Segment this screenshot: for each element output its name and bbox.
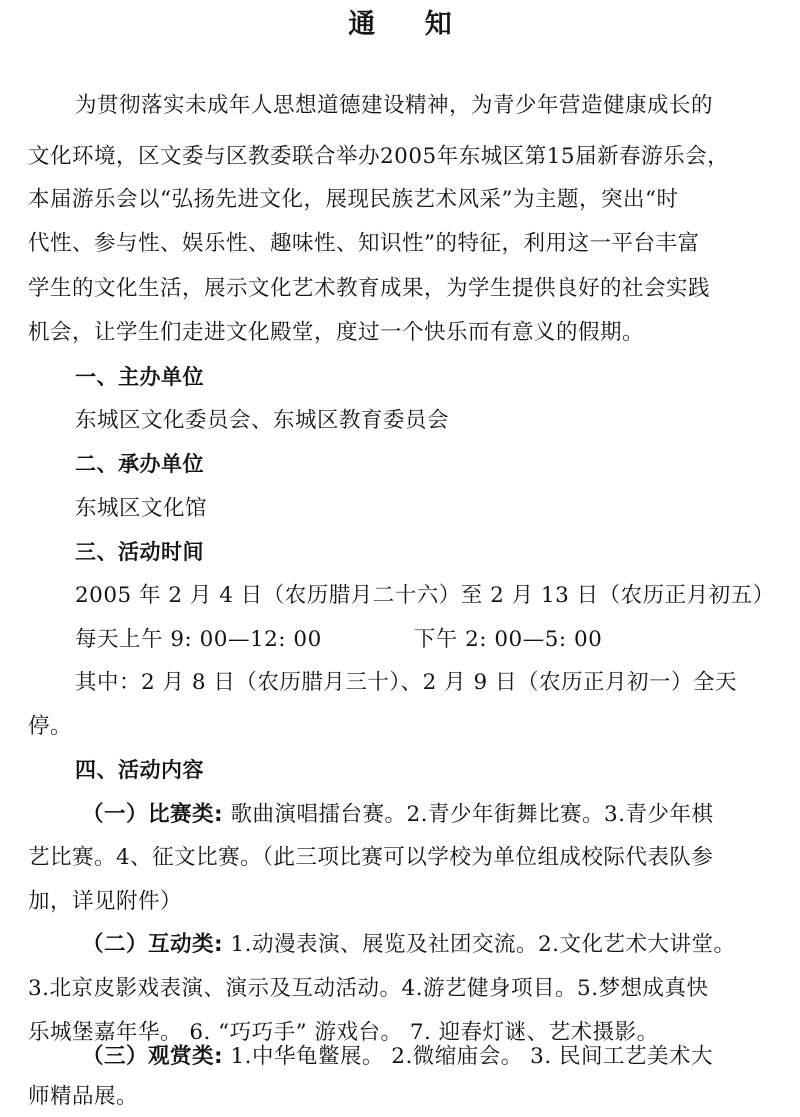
intro-line: 机会，让学生们走进文化殿堂，度过一个快乐而有意义的假期。	[28, 320, 645, 345]
viewing-line	[82, 1042, 713, 1072]
competition-lead: （一）比赛类:	[82, 802, 224, 827]
intro-line: 文化环境，区文委与区教委联合举办2005年东城区第15届新春游乐会，	[28, 144, 730, 169]
daily-hours	[75, 625, 602, 655]
section-heading-content: 四、活动内容	[75, 758, 204, 782]
closed-days-continued: 停。	[28, 714, 73, 739]
section-heading-time: 三、活动时间	[75, 540, 204, 564]
morning-hours: 每天上午 9: 00—12: 00	[75, 627, 322, 652]
intro-line: 代性、参与性、娱乐性、趣味性、知识性”的特征，利用这一平台丰富	[28, 231, 700, 256]
section-heading-organizer: 一、主办单位	[75, 365, 204, 389]
page-title: 通 知	[348, 9, 472, 40]
intro-line: 本届游乐会以“弘扬先进文化，展现民族艺术风采”为主题，突出“时	[28, 187, 679, 212]
interactive-line: 乐城堡嘉年华。 6. “巧巧手” 游戏台。 7. 迎春灯谜、艺术摄影。	[28, 1020, 659, 1045]
interactive-lead: （二）互动类:	[82, 932, 224, 957]
competition-line: 加，详见附件）	[28, 889, 183, 914]
competition-line: 艺比赛。4、征文比赛。（此三项比赛可以学校为单位组成校际代表队参	[28, 845, 714, 870]
viewing-text: 1.中华龟鳖展。 2.微缩庙会。 3. 民间工艺美术大	[223, 1044, 713, 1069]
section-heading-undertaker: 二、承办单位	[75, 452, 204, 476]
viewing-line: 师精品展。	[28, 1084, 139, 1109]
intro-line: 学生的文化生活，展示文化艺术教育成果，为学生提供良好的社会实践	[28, 276, 711, 301]
afternoon-hours: 下午 2: 00—5: 00	[413, 627, 603, 652]
viewing-lead: （三）观赏类:	[82, 1044, 224, 1069]
competition-line	[82, 800, 713, 830]
intro-line: 为贯彻落实未成年人思想道德建设精神，为青少年营造健康成长的	[75, 93, 714, 118]
competition-text: 歌曲演唱擂台赛。2.青少年街舞比赛。3.青少年棋	[223, 802, 714, 827]
interactive-text: 1.动漫表演、展览及社团交流。2.文化艺术大讲堂。	[223, 932, 736, 957]
interactive-line	[82, 930, 735, 960]
undertaker-text: 东城区文化馆	[75, 496, 208, 521]
interactive-line: 3.北京皮影戏表演、演示及互动活动。4.游艺健身项目。5.梦想成真快	[28, 976, 709, 1001]
organizer-text: 东城区文化委员会、东城区教育委员会	[75, 408, 450, 433]
event-dates: 2005 年 2 月 4 日（农历腊月二十六）至 2 月 13 日（农历正月初五）	[75, 583, 775, 608]
closed-days: 其中：2 月 8 日（农历腊月三十）、2 月 9 日（农历正月初一）全天	[75, 670, 737, 695]
